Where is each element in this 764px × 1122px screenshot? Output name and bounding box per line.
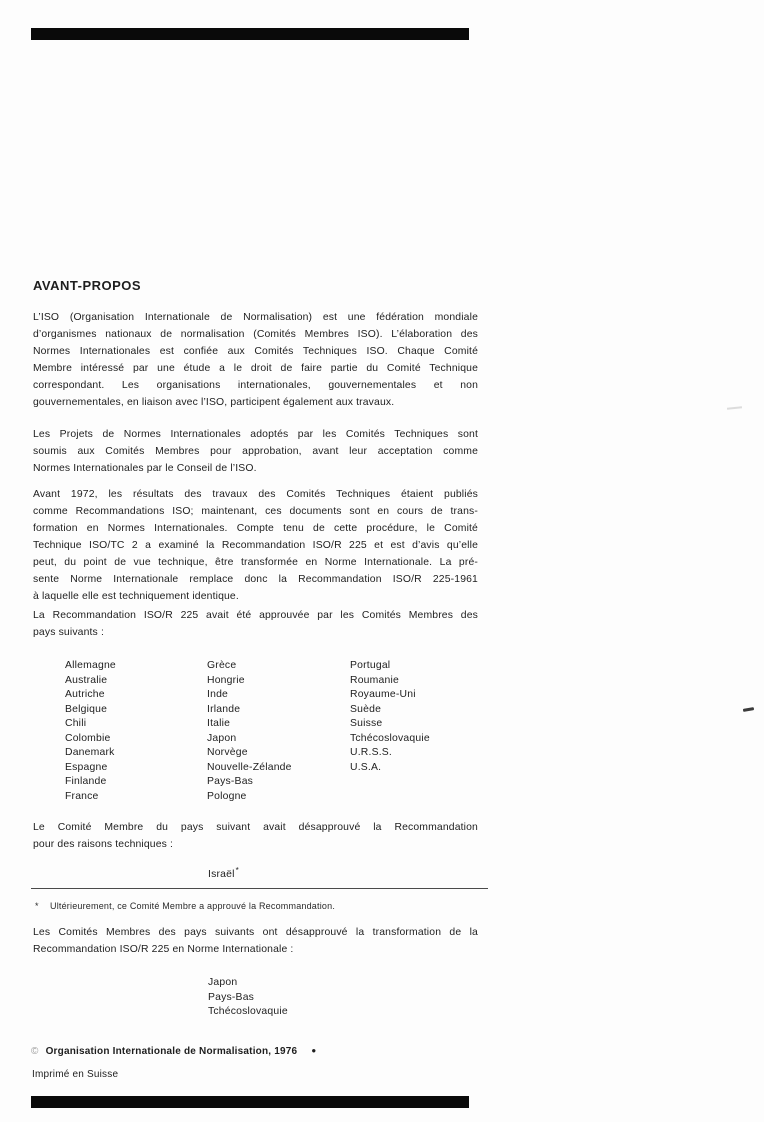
footnote-marker-ref: * (235, 866, 239, 875)
country-item: Finlande (65, 776, 107, 787)
paragraph-line: pays suivants : (33, 627, 104, 638)
bottom-scan-bar (31, 1096, 469, 1108)
country-item: Australie (65, 674, 108, 686)
paragraph-line: Le Comité Membre du pays suivant avait désapprouvé la Recommandation (33, 822, 478, 833)
paragraph-line: Recommandation ISO/R 225 en Norme Internationale : (33, 944, 294, 955)
country-item: Suède (350, 703, 382, 715)
disapproving-country (208, 864, 239, 882)
country-item: Grèce (207, 660, 237, 671)
footnote-marker: * (35, 901, 39, 911)
copyright-text: Organisation Internationale de Normalisation, 1976 (45, 1046, 298, 1057)
scan-artifact-dash (743, 707, 754, 712)
paragraph-line: L’ISO (Organisation Internationale de Normalisation) est une fédération mondiale (33, 312, 478, 323)
country-item: Allemagne (65, 660, 116, 671)
country-item: Roumanie (350, 674, 399, 686)
country-item: Japon (207, 732, 237, 744)
paragraph-line: Technique ISO/TC 2 a examiné la Recommandation ISO/R 225 et est d’avis qu’elle (33, 540, 478, 551)
country-item: Nouvelle-Zélande (207, 761, 292, 773)
country-item: Italie (207, 718, 231, 729)
paragraph-line: gouvernementales, en liaison avec l’ISO, participent également aux travaux. (33, 397, 395, 408)
paragraph-iso-intro (33, 309, 478, 411)
country-item: Royaume-Uni (350, 689, 416, 700)
country-item: Pays-Bas (207, 776, 254, 787)
country-item: Pays-Bas (208, 991, 255, 1003)
approved-countries-column-2 (207, 659, 292, 804)
country-item: Suisse (350, 718, 383, 729)
paragraph-line: Avant 1972, les résultats des travaux des Comités Techniques étaient publiés (33, 489, 478, 500)
paragraph-transformation-disapproval (33, 924, 478, 958)
paragraph-line: soumis aux Comités Membres pour approbation, avant leur acceptation comme (33, 446, 478, 457)
paragraph-line: correspondant. Les organisations internationales, gouvernementales et non (33, 380, 478, 391)
paragraph-line: Membre intéressé par une étude a le droit de faire partie du Comité Technique (33, 363, 478, 374)
country-item: U.R.S.S. (350, 747, 393, 758)
paragraph-avant-1972 (33, 486, 478, 605)
country-item: Hongrie (207, 674, 245, 686)
country-item: Inde (207, 689, 229, 700)
country-item: France (65, 790, 99, 802)
paragraph-line: à laquelle elle est techniquement identique. (33, 591, 239, 602)
disapproving-country-name: Israël (208, 869, 235, 880)
country-item: Belgique (65, 703, 108, 715)
country-item: Chili (65, 718, 87, 729)
paragraph-line: Les Comités Membres des pays suivants ont désapprouvé la transformation de la (33, 927, 478, 938)
paragraph-line: comme Recommandations ISO; maintenant, ces documents sont en cours de trans- (33, 506, 478, 517)
paragraph-line: Normes Internationales par le Conseil de l’ISO. (33, 463, 257, 474)
paragraph-line: pour des raisons techniques : (33, 839, 174, 850)
paragraph-line: peut, du point de vue technique, être transformée en Norme Internationale. La pré- (33, 557, 478, 568)
paragraph-single-disapproval (33, 819, 478, 853)
country-item: Tchécoslovaquie (208, 1006, 288, 1017)
paragraph-approved-by (33, 607, 478, 641)
paragraph-line: Les Projets de Normes Internationales adoptés par les Comités Techniques sont (33, 429, 478, 440)
country-item: U.S.A. (350, 761, 382, 773)
paragraph-line: formation en Normes Internationales. Compte tenu de cette procédure, le Comité (33, 523, 478, 534)
bullet-icon: ● (311, 1046, 317, 1055)
footnote-rule (31, 888, 488, 889)
country-item: Pologne (207, 790, 247, 802)
scan-artifact-faint-dash (727, 406, 742, 410)
transformation-disapproving-countries (208, 976, 288, 1020)
paragraph-line: d’organismes nationaux de normalisation (Comités Membres ISO). L’élaboration des (33, 329, 478, 340)
country-item: Irlande (207, 703, 241, 715)
country-item: Norvège (207, 747, 248, 758)
copyright-line (31, 1044, 316, 1058)
paragraph-draft-standards (33, 426, 478, 477)
country-item: Japon (208, 977, 238, 988)
country-item: Tchécoslovaquie (350, 732, 430, 744)
top-scan-bar (31, 28, 469, 40)
approved-countries-column-3 (350, 659, 430, 775)
paragraph-line: sente Norme Internationale remplace donc la Recommandation ISO/R 225-1961 (33, 574, 478, 585)
paragraph-line: Normes Internationales est confiée aux Comités Techniques ISO. Chaque Comité (33, 346, 478, 357)
country-item: Danemark (65, 747, 115, 758)
copyright-icon: © (31, 1046, 39, 1057)
footnote (35, 900, 335, 912)
printed-in-line: Imprimé en Suisse (32, 1069, 119, 1080)
country-item: Portugal (350, 660, 391, 671)
approved-countries-column-1 (65, 659, 116, 804)
footnote-text: Ultérieurement, ce Comité Membre a approuvé la Recommandation. (50, 901, 336, 911)
country-item: Espagne (65, 761, 108, 773)
country-item: Autriche (65, 689, 105, 700)
page-title: AVANT-PROPOS (33, 278, 142, 293)
paragraph-line: La Recommandation ISO/R 225 avait été approuvée par les Comités Membres des (33, 610, 478, 621)
country-item: Colombie (65, 732, 111, 744)
